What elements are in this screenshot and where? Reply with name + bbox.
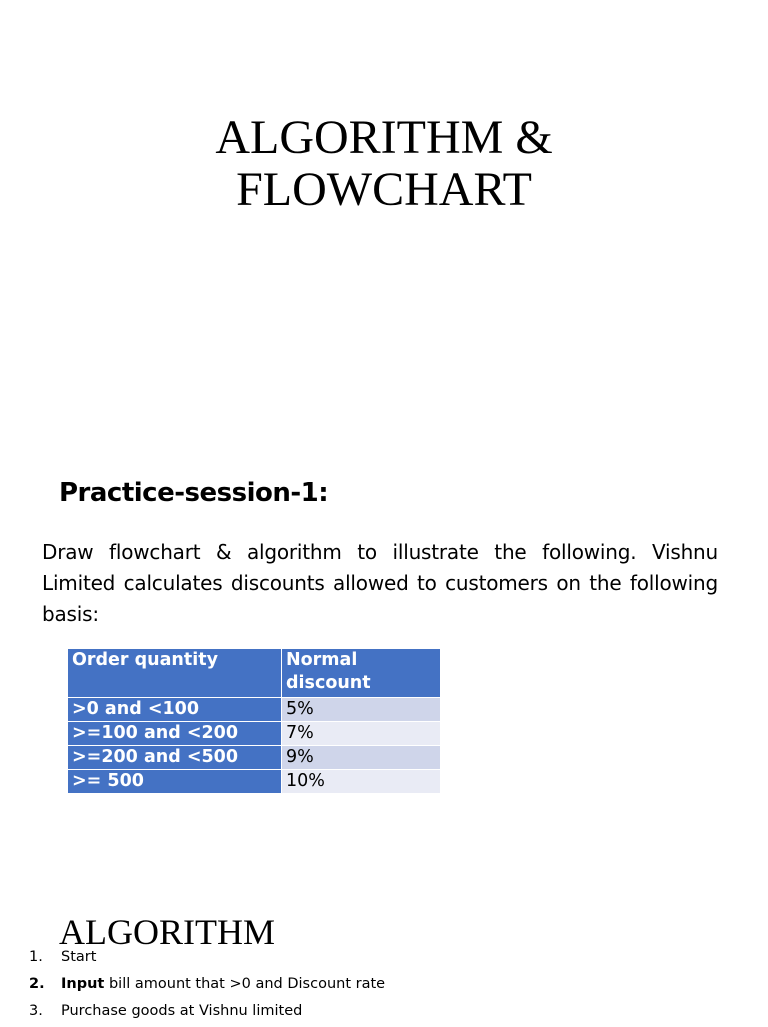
practice-intro-text: Draw flowchart & algorithm to illustrate the following. Vishnu Limited calculates discounts allowed to customers on the following basis:	[42, 540, 718, 626]
step-number: 3.	[29, 1003, 43, 1019]
table-header-row	[68, 649, 441, 698]
page-title-line-1: ALGORITHM &	[215, 111, 553, 164]
step-body: bill amount that >0 and Discount rate	[104, 976, 386, 992]
step-text	[61, 973, 385, 995]
step-text	[61, 946, 96, 968]
table-row	[68, 770, 441, 794]
order-quantity-cell: >= 500	[68, 770, 282, 794]
order-quantity-cell: >0 and <100	[68, 698, 282, 722]
step-text	[61, 1000, 302, 1022]
step-number: 1.	[29, 949, 43, 965]
table-row	[68, 698, 441, 722]
table-row	[68, 722, 441, 746]
step-number: 2.	[29, 976, 45, 992]
discount-cell: 5%	[282, 698, 441, 722]
table-row	[68, 746, 441, 770]
discount-cell: 7%	[282, 722, 441, 746]
page-title-line-2: FLOWCHART	[236, 163, 532, 216]
page-title	[0, 112, 768, 216]
discount-cell: 10%	[282, 770, 441, 794]
discount-cell: 9%	[282, 746, 441, 770]
column-header-normal-discount: Normal discount	[282, 649, 441, 698]
order-quantity-cell: >=200 and <500	[68, 746, 282, 770]
step-keyword: Input	[61, 976, 105, 992]
column-header-order-quantity: Order quantity	[68, 649, 282, 698]
algorithm-heading: ALGORITHM	[59, 912, 275, 952]
order-quantity-cell: >=100 and <200	[68, 722, 282, 746]
step-body: Start	[61, 949, 97, 965]
discount-table	[67, 648, 441, 794]
step-body: Purchase goods at Vishnu limited	[61, 1003, 303, 1019]
practice-session-heading: Practice-session-1:	[59, 478, 329, 508]
